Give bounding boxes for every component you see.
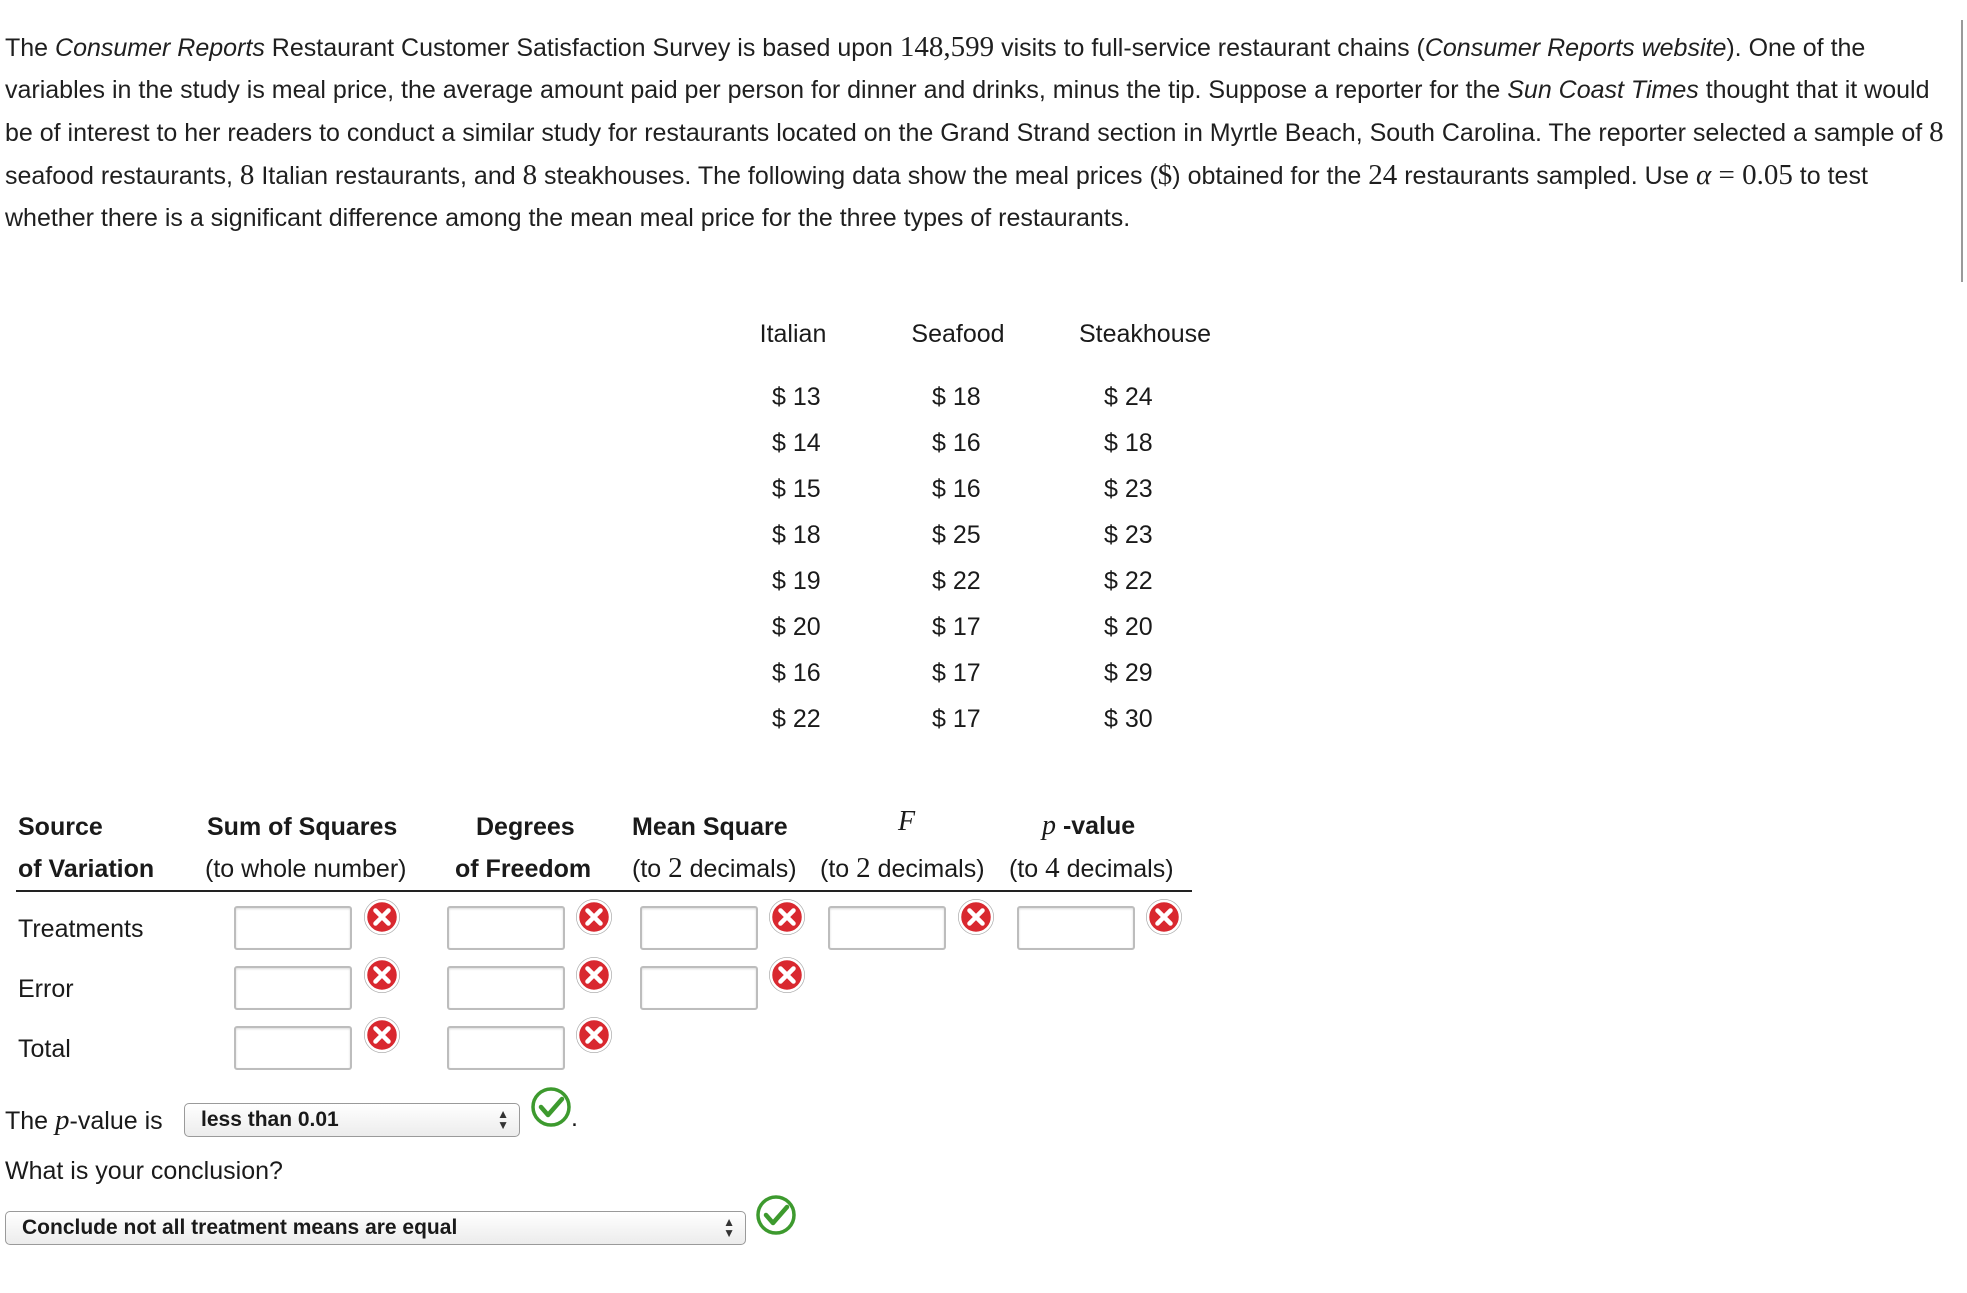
- number: 4: [1045, 852, 1060, 884]
- correct-check-icon: [755, 1194, 797, 1236]
- italian-price-cell: $ 15: [772, 475, 821, 503]
- steakhouse-price-cell: $ 29: [1104, 659, 1153, 687]
- website-name: Consumer Reports website: [1424, 34, 1727, 62]
- header-ss: Sum of Squares: [207, 813, 398, 841]
- text: Restaurant Customer Satisfaction Survey is based upon: [264, 34, 900, 62]
- header-f-2: [820, 852, 985, 885]
- seafood-price-cell: $ 25: [932, 521, 981, 549]
- text: ) obtained for the: [1172, 162, 1369, 190]
- alpha-symbol: α: [1696, 159, 1712, 191]
- incorrect-x-icon: [957, 898, 995, 936]
- error-df-input[interactable]: [447, 966, 565, 1010]
- italian-price-cell: $ 19: [772, 567, 821, 595]
- incorrect-x-icon: [363, 898, 401, 936]
- header-ss-2: (to whole number): [205, 855, 407, 883]
- p-symbol: p: [55, 1104, 70, 1136]
- header-source: Source: [18, 813, 103, 841]
- text: Italian restaurants, and: [254, 162, 523, 190]
- italian-price-cell: $ 22: [772, 705, 821, 733]
- text: decimals): [870, 855, 985, 883]
- table-divider: [16, 890, 1192, 892]
- pvalue-prompt: [5, 1104, 163, 1137]
- dollar-symbol: $: [1157, 159, 1173, 191]
- treatments-f-input[interactable]: [828, 906, 946, 950]
- row-label-total: Total: [18, 1035, 71, 1063]
- italian-count: 8: [239, 159, 255, 191]
- steakhouse-price-cell: $ 20: [1104, 613, 1153, 641]
- header-italian: Italian: [759, 320, 827, 348]
- italian-price-cell: $ 13: [772, 383, 821, 411]
- visits-number: 148,599: [899, 31, 995, 63]
- number: 2: [856, 852, 871, 884]
- p-symbol: p: [1042, 810, 1056, 841]
- total-count: 24: [1368, 159, 1398, 191]
- number: 2: [668, 852, 683, 884]
- text: The: [5, 34, 56, 62]
- error-ms-input[interactable]: [640, 966, 758, 1010]
- total-df-input[interactable]: [447, 1026, 565, 1070]
- incorrect-x-icon: [768, 956, 806, 994]
- steakhouse-price-cell: $ 24: [1104, 383, 1153, 411]
- text: decimals): [682, 855, 797, 883]
- pvalue-selected: less than 0.01: [201, 1108, 339, 1131]
- total-ss-input[interactable]: [234, 1026, 352, 1070]
- text: (to: [820, 855, 857, 883]
- steakhouse-price-cell: $ 22: [1104, 567, 1153, 595]
- newspaper-name: Sun Coast Times: [1507, 76, 1699, 104]
- conclusion-question: What is your conclusion?: [5, 1157, 283, 1185]
- seafood-count: 8: [1929, 116, 1944, 148]
- alpha-value: 0.05: [1742, 159, 1793, 191]
- select-arrows-icon: ▲ ▼: [497, 1107, 509, 1132]
- text: steakhouses. The following data show the meal prices (: [537, 162, 1158, 190]
- incorrect-x-icon: [363, 956, 401, 994]
- problem-statement: [5, 26, 1950, 239]
- pvalue-period: .: [571, 1104, 578, 1132]
- equals: =: [1711, 159, 1743, 191]
- seafood-price-cell: $ 17: [932, 613, 981, 641]
- text: (to: [1009, 855, 1046, 883]
- conclusion-select[interactable]: [5, 1211, 746, 1245]
- seafood-price-cell: $ 18: [932, 383, 981, 411]
- correct-check-icon: [530, 1086, 572, 1128]
- treatments-ss-input[interactable]: [234, 906, 352, 950]
- text: (to: [632, 855, 669, 883]
- text: ). One of the variables in the study is meal price, the average amount paid per person for dinner and drinks, minus the tip. Suppose a reporter for the: [5, 34, 1866, 104]
- error-ss-input[interactable]: [234, 966, 352, 1010]
- text: -value: [1056, 812, 1136, 840]
- text: restaurants sampled. Use: [1397, 162, 1697, 190]
- text: seafood restaurants,: [5, 162, 240, 190]
- source-name: Consumer Reports: [55, 34, 265, 62]
- text: thought that it would be of interest to her readers to conduct a similar study for restaurants located on the Grand Strand section in Myrtle Beach, South Carolina. The reporter selected a sample of: [5, 76, 1930, 147]
- header-steakhouse: Steakhouse: [1078, 320, 1212, 348]
- incorrect-x-icon: [768, 898, 806, 936]
- treatments-ms-input[interactable]: [640, 906, 758, 950]
- steakhouse-price-cell: $ 23: [1104, 521, 1153, 549]
- seafood-price-cell: $ 17: [932, 705, 981, 733]
- incorrect-x-icon: [1145, 898, 1183, 936]
- row-label-error: Error: [18, 975, 74, 1003]
- pvalue-select[interactable]: [184, 1103, 520, 1137]
- header-df-2: of Freedom: [455, 855, 592, 883]
- header-ms: Mean Square: [632, 813, 788, 841]
- treatments-df-input[interactable]: [447, 906, 565, 950]
- incorrect-x-icon: [363, 1016, 401, 1054]
- steak-count: 8: [522, 159, 538, 191]
- steakhouse-price-cell: $ 30: [1104, 705, 1153, 733]
- seafood-price-cell: $ 22: [932, 567, 981, 595]
- conclusion-selected: Conclude not all treatment means are equal: [22, 1216, 458, 1239]
- header-ms-2: [632, 852, 797, 885]
- italian-price-cell: $ 18: [772, 521, 821, 549]
- header-pvalue-2: [1009, 852, 1174, 885]
- header-pvalue: [1042, 810, 1135, 842]
- seafood-price-cell: $ 16: [932, 429, 981, 457]
- header-source-2: of Variation: [18, 855, 155, 883]
- text: The: [5, 1107, 56, 1135]
- select-arrows-icon: ▲ ▼: [723, 1215, 735, 1240]
- steakhouse-price-cell: $ 23: [1104, 475, 1153, 503]
- italian-price-cell: $ 20: [772, 613, 821, 641]
- steakhouse-price-cell: $ 18: [1104, 429, 1153, 457]
- text: decimals): [1059, 855, 1174, 883]
- header-df: Degrees: [476, 813, 575, 841]
- italian-price-cell: $ 16: [772, 659, 821, 687]
- seafood-price-cell: $ 17: [932, 659, 981, 687]
- incorrect-x-icon: [575, 956, 613, 994]
- header-seafood: Seafood: [911, 320, 1005, 348]
- treatments-p-input[interactable]: [1017, 906, 1135, 950]
- right-border: [1961, 20, 1963, 282]
- incorrect-x-icon: [575, 898, 613, 936]
- text: -value is: [69, 1107, 163, 1135]
- italian-price-cell: $ 14: [772, 429, 821, 457]
- incorrect-x-icon: [575, 1016, 613, 1054]
- seafood-price-cell: $ 16: [932, 475, 981, 503]
- header-f: F: [898, 806, 916, 837]
- text: to test whether there is a significant difference among the mean meal price for the three types of restaurants.: [5, 162, 1868, 232]
- row-label-treatments: Treatments: [18, 915, 144, 943]
- text: visits to full-service restaurant chains (: [994, 34, 1425, 62]
